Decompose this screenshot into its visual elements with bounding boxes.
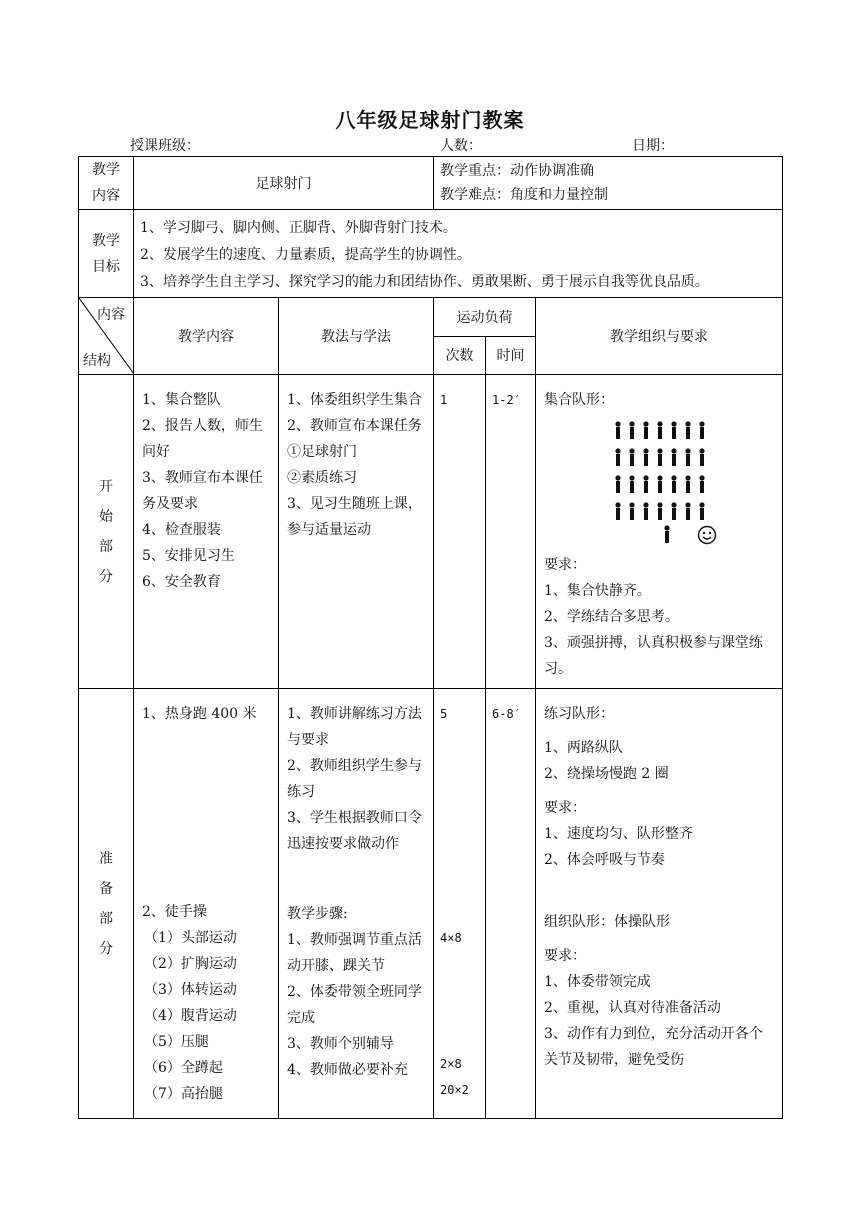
steps-label: 教学步骤: [287,906,348,922]
objectives-list [134,210,783,298]
student-figure-icon [670,421,678,439]
list-item: 2、学练结合多思考。 [544,609,679,625]
student-figure-icon [614,448,622,466]
list-item: 1、集合整队 [142,392,221,408]
list-item: 1、热身跑 400 米 [142,706,257,722]
student-figure-icon [698,421,706,439]
student-figure-icon [642,502,650,520]
list-item: 1、集合快静齐。 [544,583,651,599]
times-value: 4×8 [440,931,462,945]
student-figure-icon [628,475,636,493]
student-figure-icon [642,448,650,466]
list-item: 3、教师宣布本课任务及要求 [142,470,263,512]
header-method: 教法与学法 [279,298,434,375]
times-value: 5 [440,707,448,721]
list-item: ①足球射门 [287,444,357,460]
smiley-icon [697,525,717,545]
list-item: 1、教师讲解练习方法与要求 [287,706,422,748]
list-item: 1、两路纵队 [544,740,623,756]
date-label: 日期： [632,138,674,154]
student-figure-icon [684,421,692,439]
student-figure-icon [614,475,622,493]
list-item: 1、教师强调节重点活动开膝、踝关节 [287,932,422,974]
list-item: 2、报告人数，师生问好 [142,418,263,460]
student-figure-icon [642,421,650,439]
student-figure-icon [656,502,664,520]
start-content [134,375,279,689]
diag-bottom-label: 结构 [83,353,111,369]
list-item: 3、学生根据教师口令迅速按要求做动作 [287,810,422,852]
times-value: 2×8 [440,1057,462,1071]
list-item: 1、体委组织学生集合 [287,392,422,408]
list-item: （2）扩胸运动 [144,956,237,972]
org-formation: 组织队形：体操队形 [544,914,670,930]
teacher-figure-icon [663,525,671,543]
header-duration: 时间 [486,336,536,375]
list-item: 6、安全教育 [142,574,221,590]
start-section-label: 开 始 部 分 [79,375,134,689]
prep-duration: 6-8′ [486,689,536,1119]
formation-row [544,496,776,523]
header-content: 教学内容 [134,298,279,375]
list-item: 2、重视，认真对待准备活动 [544,1000,721,1016]
student-figure-icon [670,502,678,520]
times-value: 20×2 [440,1083,469,1097]
list-item: 2、体委带领全班同学完成 [287,984,422,1026]
diagonal-header-cell [79,298,134,375]
student-figure-icon [614,502,622,520]
prep-content [134,689,279,1119]
list-item: （3）体转运动 [144,982,237,998]
list-item: 2、徒手操 [142,904,207,920]
student-figure-icon [670,448,678,466]
requirement-label: 要求： [544,557,586,573]
list-item: （4）腹背运动 [144,1008,237,1024]
student-figure-icon [628,448,636,466]
student-figure-icon [684,475,692,493]
list-item: （1）头部运动 [144,930,237,946]
list-item: ②素质练习 [287,470,357,486]
start-duration: 1-2′ [486,375,536,689]
list-item: （7）高抬腿 [144,1086,223,1102]
student-figure-icon [656,448,664,466]
list-item: 3、教师个别辅导 [287,1036,394,1052]
teaching-content-label: 教学 内容 [79,157,134,210]
list-item: （6）全蹲起 [144,1060,223,1076]
formation-row [544,469,776,496]
header-organization: 教学组织与要求 [536,298,783,375]
student-figure-icon [628,502,636,520]
header-times: 次数 [434,336,486,375]
student-figure-icon [656,475,664,493]
list-item: 5、安排见习生 [142,548,235,564]
list-item: 2、教师组织学生参与练习 [287,758,422,800]
list-item: 4、教师做必要补充 [287,1062,408,1078]
start-organization [536,375,783,689]
list-item: 3、顽强拼搏，认真积极参与课堂练习。 [544,635,763,677]
class-label: 授课班级： [130,138,200,154]
list-item: 2、绕操场慢跑 2 圈 [544,766,669,782]
objective-item: 3、培养学生自主学习、探究学习的能力和团结协作、勇敢果断、勇于展示自我等优良品质。 [140,274,709,290]
prep-method [279,689,434,1119]
student-figure-icon [684,502,692,520]
difficulty: 教学难点：角度和力量控制 [440,187,608,203]
key-point: 教学重点：动作协调准确 [440,163,594,179]
list-item: 1、速度均匀、队形整齐 [544,826,693,842]
start-method [279,375,434,689]
lesson-plan-table [78,156,783,1119]
student-figure-icon [628,421,636,439]
page-title: 八年级足球射门教案 [335,108,525,132]
objectives-label: 教学 目标 [79,210,134,298]
list-item: 2、教师宣布本课任务 [287,418,422,434]
student-figure-icon [670,475,678,493]
header-load: 运动负荷 [434,298,536,337]
list-item: 1、体委带领完成 [544,974,651,990]
list-item: 3、动作有力到位，充分活动开各个关节及韧带，避免受伤 [544,1026,763,1068]
prep-times [434,689,486,1119]
list-item: （5）压腿 [144,1034,209,1050]
student-figure-icon [698,475,706,493]
teaching-content-value: 足球射门 [134,157,434,210]
student-figure-icon [656,421,664,439]
requirement-label: 要求： [544,800,586,816]
start-times: 1 [434,375,486,689]
student-figure-icon [684,448,692,466]
student-figure-icon [642,475,650,493]
key-points [434,157,783,210]
count-label: 人数： [440,138,482,154]
list-item: 4、检查服装 [142,522,221,538]
list-item: 2、体会呼吸与节奏 [544,852,665,868]
formation-row [544,415,776,442]
requirement-label: 要求： [544,948,586,964]
student-figure-icon [698,502,706,520]
objective-item: 1、学习脚弓、脚内侧、正脚背、外脚背射门技术。 [140,220,457,236]
list-item: 3、见习生随班上课，参与适量运动 [287,496,422,538]
diag-top-label: 内容 [97,307,125,323]
objective-item: 2、发展学生的速度、力量素质，提高学生的协调性。 [140,247,471,263]
assembly-formation-diagram [544,413,776,552]
student-figure-icon [698,448,706,466]
prep-organization [536,689,783,1119]
formation-row [544,442,776,469]
student-figure-icon [614,421,622,439]
formation-label: 集合队形： [544,392,614,408]
formation-label: 练习队形： [544,706,614,722]
prep-section-label: 准 备 部 分 [79,689,134,1119]
